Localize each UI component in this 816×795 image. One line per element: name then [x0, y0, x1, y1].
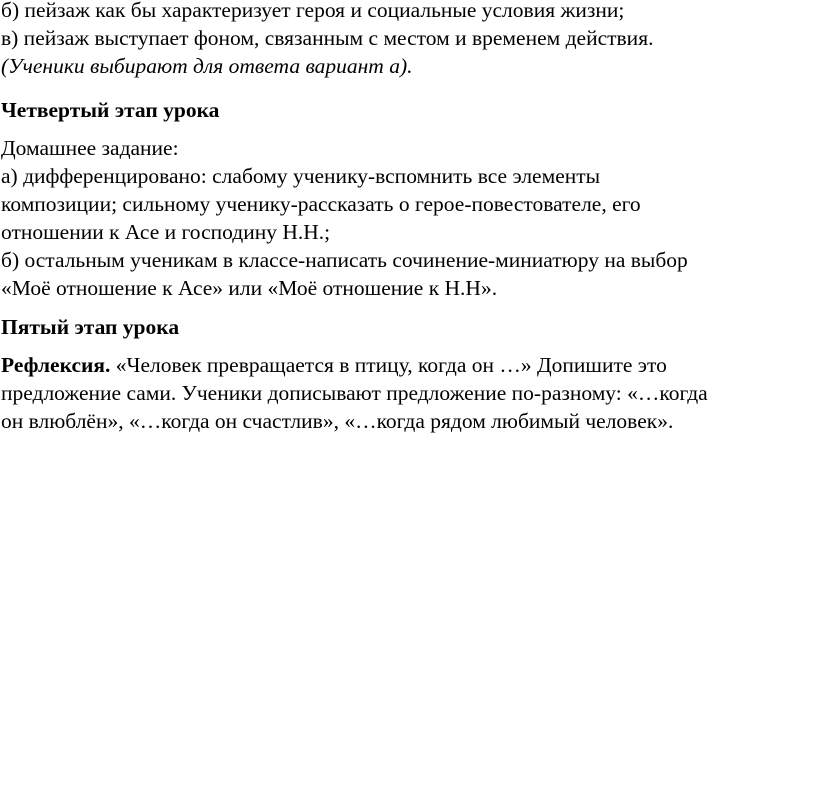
stage-five-heading: Пятый этап урока: [1, 315, 180, 339]
reflection-label: Рефлексия.: [1, 353, 111, 377]
option-v-line: в) пейзаж выступает фоном, связанным с местом и временем действия.: [1, 26, 654, 50]
options-block: [1, 0, 653, 80]
reflection-line-3: он влюблён», «…когда он счастлив», «…когда рядом любимый человек».: [1, 409, 674, 433]
homework-a-line-1: а) дифференцировано: слабому ученику-вспомнить все элементы: [1, 164, 601, 188]
homework-block: [1, 134, 688, 302]
homework-b-line-2: «Моё отношение к Асе» или «Моё отношение к Н.Н».: [1, 276, 498, 300]
option-b-line: б) пейзаж как бы характеризует героя и социальные условия жизни;: [1, 0, 625, 22]
homework-a-line-3: отношении к Асе и господину Н.Н.;: [1, 220, 331, 244]
reflection-line-2: предложение сами. Ученики дописывают предложение по-разному: «…когда: [1, 381, 708, 405]
homework-a-line-2: композиции; сильному ученику-рассказать о герое-повестователе, его: [1, 192, 641, 216]
students-choice-note: (Ученики выбирают для ответа вариант а).: [1, 54, 413, 78]
reflection-line-1: [1, 351, 708, 379]
stage-four-heading: Четвертый этап урока: [1, 98, 220, 122]
homework-b-line-1: б) остальным ученикам в классе-написать сочинение-миниатюру на выбор: [1, 248, 688, 272]
reflection-block: [1, 351, 708, 435]
reflection-line-1-text: «Человек превращается в птицу, когда он …» Допишите это: [115, 353, 667, 377]
homework-intro: Домашнее задание:: [1, 136, 179, 160]
